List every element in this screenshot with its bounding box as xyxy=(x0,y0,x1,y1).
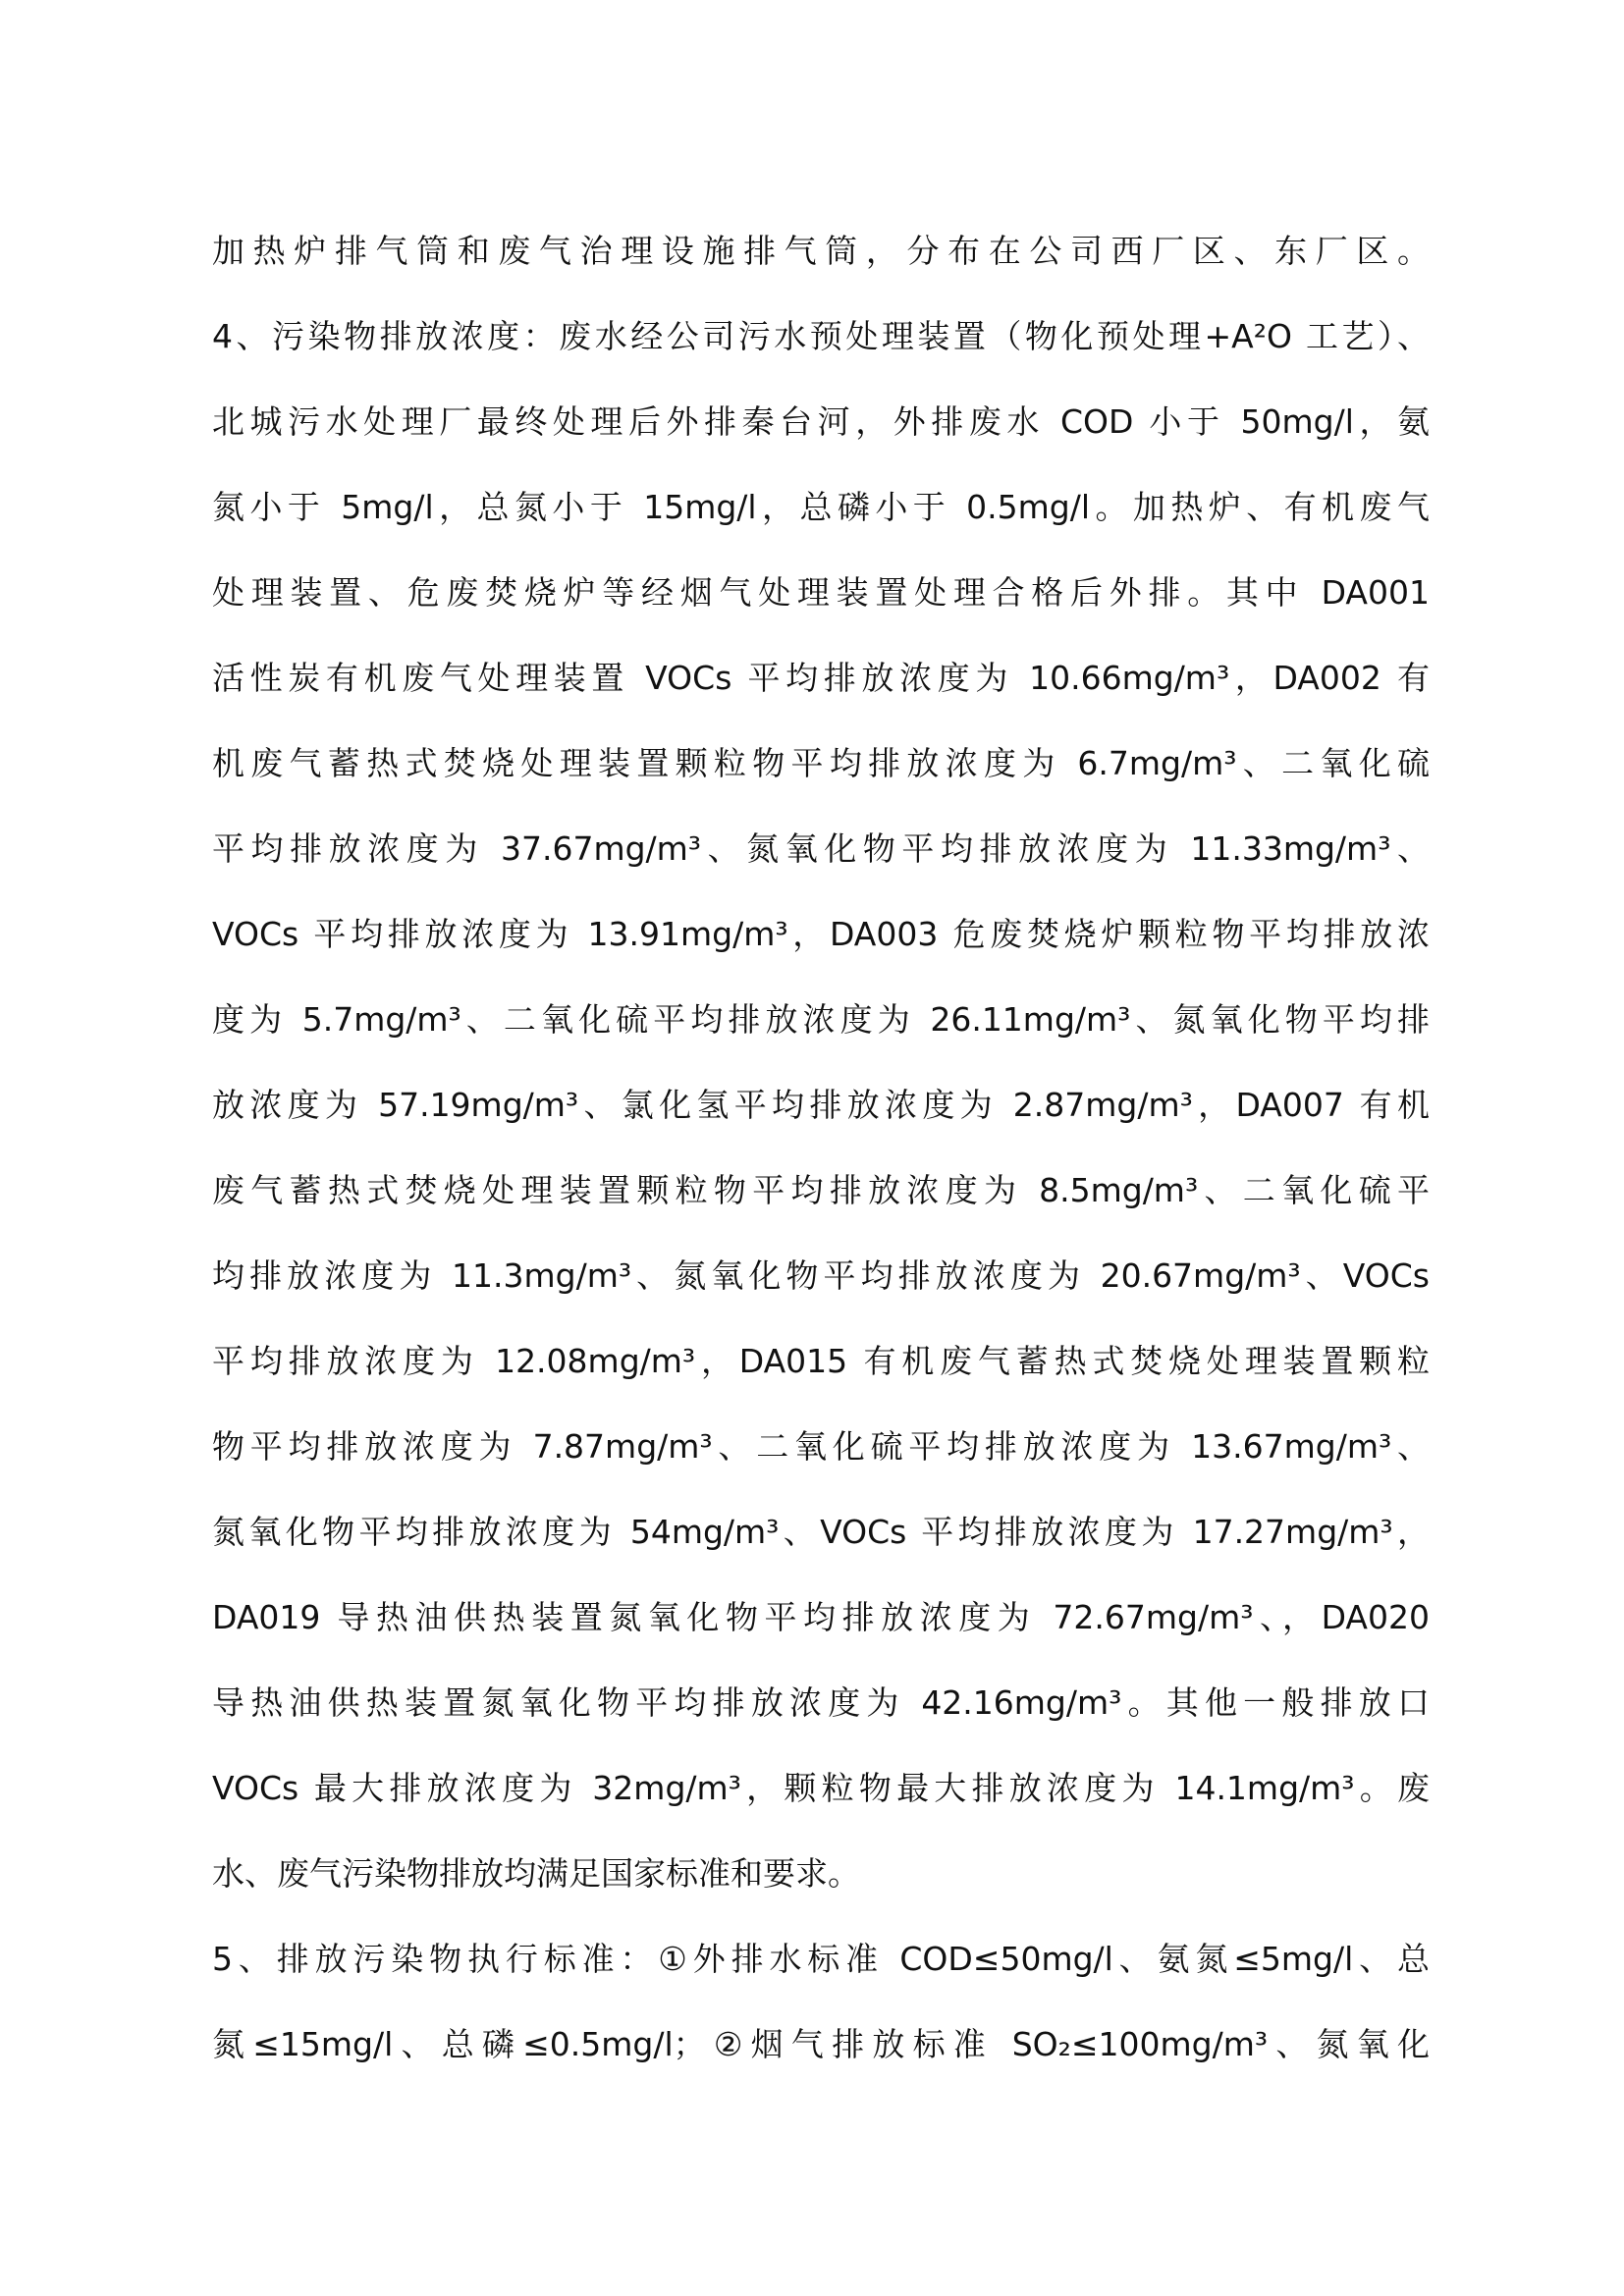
document-body xyxy=(212,208,1430,2087)
paragraph-line-15: 物平均排放浓度为 7.87mg/m³、二氧化硫平均排放浓度为 13.67mg/m³、 xyxy=(212,1427,1430,1466)
paragraph-line-16: 氮氧化物平均排放浓度为 54mg/m³、VOCs 平均排放浓度为 17.27mg/m³， xyxy=(212,1513,1430,1551)
paragraph-line-9: VOCs 平均排放浓度为 13.91mg/m³，DA003 危废焚烧炉颗粒物平均排放浓 xyxy=(212,915,1430,953)
paragraph-line-17: DA019 导热油供热装置氮氧化物平均排放浓度为 72.67mg/m³、，DA020 xyxy=(212,1598,1430,1636)
paragraph-line-3: 北城污水处理厂最终处理后外排秦台河，外排废水 COD 小于 50mg/l，氨 xyxy=(212,402,1430,441)
paragraph-line-14: 平均排放浓度为 12.08mg/m³，DA015 有机废气蓄热式焚烧处理装置颗粒 xyxy=(212,1342,1430,1380)
paragraph-line-22: 氮≤15mg/l、总磷≤0.5mg/l；②烟气排放标准 SO₂≤100mg/m³、氮氧化 xyxy=(212,2025,1430,2063)
paragraph-line-19: VOCs 最大排放浓度为 32mg/m³，颗粒物最大排放浓度为 14.1mg/m³。废 xyxy=(212,1769,1430,1807)
paragraph-line-13: 均排放浓度为 11.3mg/m³、氮氧化物平均排放浓度为 20.67mg/m³、VOCs xyxy=(212,1256,1430,1295)
paragraph-line-12: 废气蓄热式焚烧处理装置颗粒物平均排放浓度为 8.5mg/m³、二氧化硫平 xyxy=(212,1171,1430,1209)
paragraph-line-5: 处理装置、危废焚烧炉等经烟气处理装置处理合格后外排。其中 DA001 xyxy=(212,573,1430,612)
paragraph-line-7: 机废气蓄热式焚烧处理装置颗粒物平均排放浓度为 6.7mg/m³、二氧化硫 xyxy=(212,744,1430,782)
paragraph-line-11: 放浓度为 57.19mg/m³、氯化氢平均排放浓度为 2.87mg/m³，DA007 有机 xyxy=(212,1086,1430,1124)
paragraph-line-4: 氮小于 5mg/l，总氮小于 15mg/l，总磷小于 0.5mg/l。加热炉、有机废气 xyxy=(212,488,1430,526)
paragraph-line-8: 平均排放浓度为 37.67mg/m³、氮氧化物平均排放浓度为 11.33mg/m³、 xyxy=(212,829,1430,868)
paragraph-line-6: 活性炭有机废气处理装置 VOCs 平均排放浓度为 10.66mg/m³，DA002 有 xyxy=(212,659,1430,697)
paragraph-line-2: 4、污染物排放浓度：废水经公司污水预处理装置（物化预处理+A²O 工艺）、 xyxy=(212,317,1430,355)
paragraph-line-20: 水、废气污染物排放均满足国家标准和要求。 xyxy=(212,1854,860,1893)
paragraph-line-10: 度为 5.7mg/m³、二氧化硫平均排放浓度为 26.11mg/m³、氮氧化物平均排 xyxy=(212,1000,1430,1039)
paragraph-line-21: 5、排放污染物执行标准：①外排水标准 COD≤50mg/l、氨氮≤5mg/l、总 xyxy=(212,1940,1430,1978)
paragraph-line-18: 导热油供热装置氮氧化物平均排放浓度为 42.16mg/m³。其他一般排放口 xyxy=(212,1683,1430,1722)
paragraph-line-1: 加热炉排气筒和废气治理设施排气筒，分布在公司西厂区、东厂区。 xyxy=(212,232,1430,270)
